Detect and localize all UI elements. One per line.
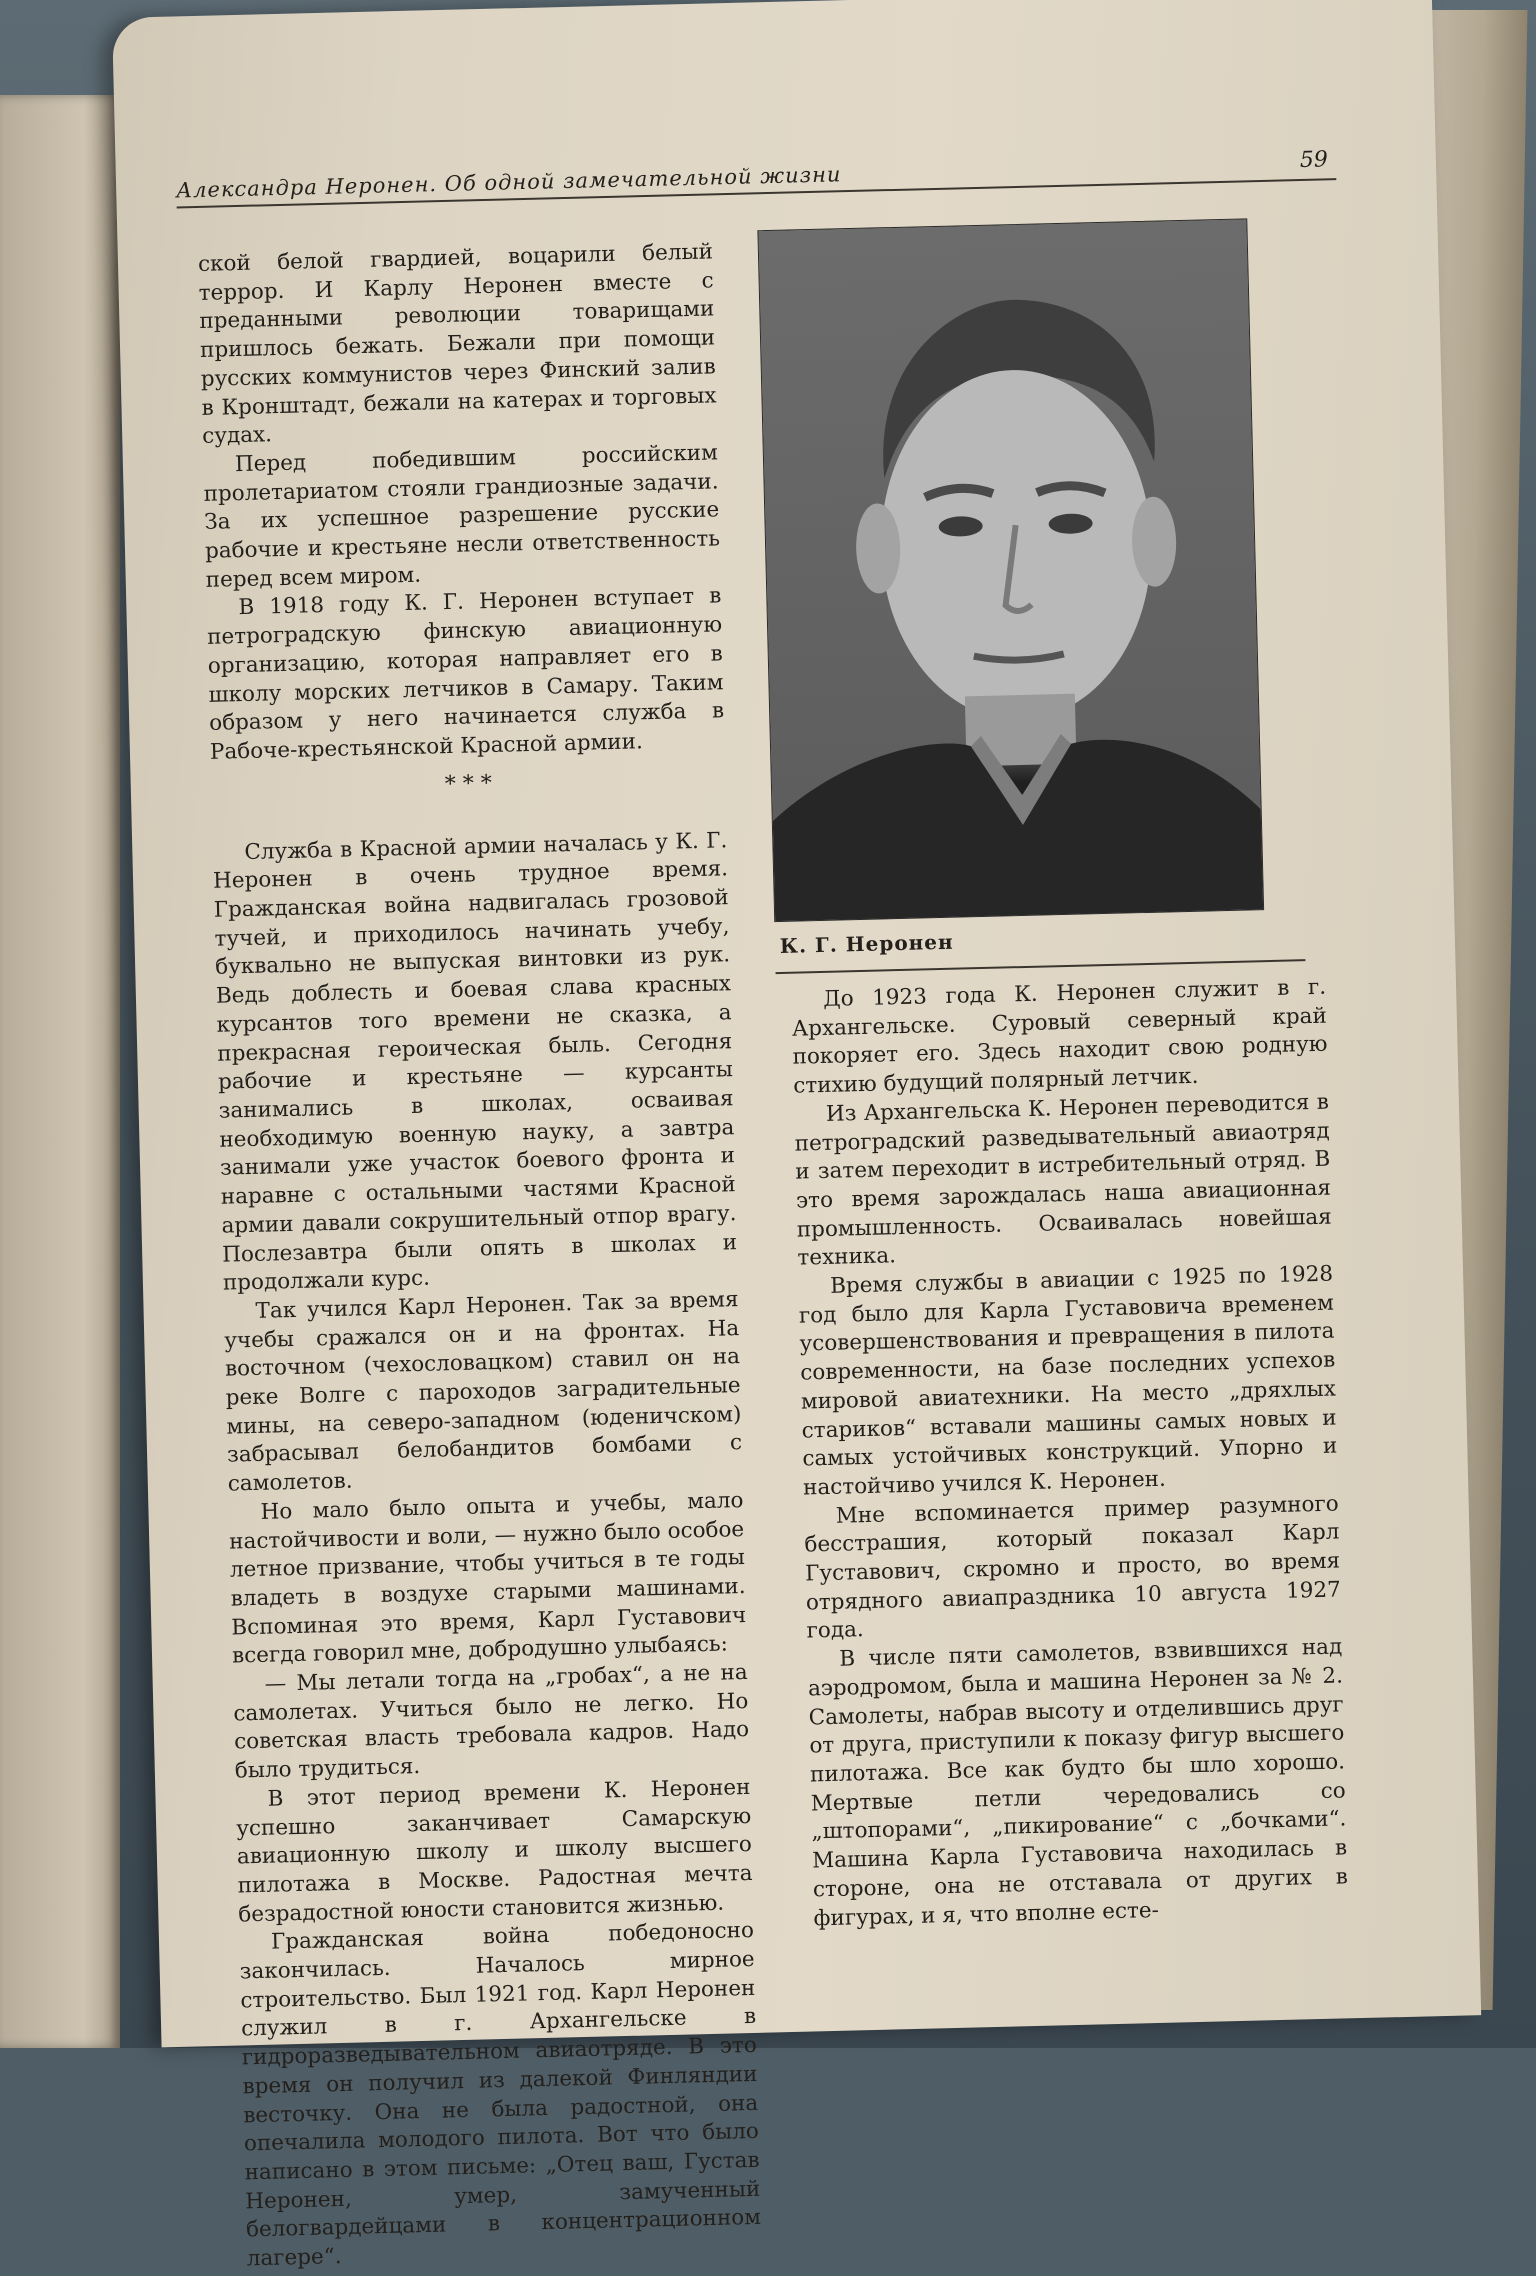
paragraph: Гражданская война победоносно закончилась. Началось мирное строительство. Был 1921 год. Карл Неронен служил в г. Архангельске в гидроразведывательном авиаотряде. В это время он получил из далекой Финляндии весточку. Она не была радостной, она опечалила молодого пилота. Вот что было написано в этом письме: „Отец ваш, Густав Неронен, умер, замученный белогвардейцами в концентрационном лагере“. bbox=[239, 1918, 762, 2272]
paragraph: Перед победившим российским пролетариатом стояли грандиозные задачи. За их успешное разрешение русские рабочие и крестьяне несли ответственность перед всем миром. bbox=[203, 440, 721, 593]
paragraph: — Мы летали тогда на „гробах“, а не на самолетах. Учиться было не легко. Но советская власть требовала кадров. Надо было трудиться. bbox=[233, 1660, 750, 1784]
running-title: Александра Неронен. Об одной замечательной жизни bbox=[175, 162, 842, 203]
left-column bbox=[198, 238, 762, 2274]
paragraph: ской белой гвардией, воцарили белый террор. И Карлу Неронен вместе с преданными революции товарищами пришлось бежать. Бежали при помощи русских коммунистов через Финский залив в Кронштадт, бежали на катерах и торговых судах. bbox=[197, 239, 717, 450]
section-separator: * * * bbox=[444, 770, 493, 797]
paragraph: В числе пяти самолетов, взвившихся над аэродромом, была и машина Неронен за № 2. Самолеты, набрав высоту и отделившись друг от друга, приступили к показу фигур высшего пилотажа. Все как будто бы шло хорошо. Мертвые петли чередовались со „штопорами“, „пикированиe“ с „бочками“. Машина Карла Густавовича находилась в стороне, она не отставала от других в фигурах, и я, что вполне есте- bbox=[807, 1634, 1349, 1931]
photo-caption: К. Г. Неронен bbox=[779, 929, 954, 958]
paragraph: Служба в Красной армии началась у К. Г. Неронен в очень трудное время. Гражданская война надвигалась грозовой тучей, и приходилось начинать учебу, буквально не выпуская винтовки из рук. Ведь доблесть и боевая слава красных курсантов того времени не сказка, а прекрасная героическая быль. Сегодня рабочие и крестьяне — курсанты занимались в школах, осваивая необходимую военную науку, а завтра занимали уже участок боевого фронта и наравне с остальными частями Красной армии давали сокрушительный отпор врагу. Послезавтра были опять в школах и продолжали курс. bbox=[212, 827, 738, 1296]
portrait-photo bbox=[757, 218, 1264, 922]
paragraph: В 1918 году К. Г. Неронен вступает в петроградскую финскую авиационную организацию, которая направляет его в школу морских летчиков в Самару. Таким образом у него начинается служба в Рабоче-крестьянской Красной армии. bbox=[206, 583, 725, 765]
paragraph: Но мало было опыта и учебы, мало настойчивости и воли, — нужно было особое летное призвание, чтобы учиться в те годы владеть в воздухе старыми машинами. Вспоминая это время, Карл Густавович всегда говорил мне, добродушно улыбаясь: bbox=[228, 1487, 747, 1669]
page-number: 59 bbox=[1299, 147, 1329, 174]
paragraph: Из Архангельска К. Неронен переводится в петроградский разведывательный авиаотряд и затем переходит в истребительный отряд. В это время зарождалась наша авиационная промышленность. Осваивалась новейшая техника. bbox=[794, 1089, 1332, 1271]
portrait-drawing bbox=[758, 219, 1263, 921]
paragraph: В этот период времени К. Неронен успешно заканчивает Самарскую авиационную школу и школу высшего пилотажа в Москве. Радостная мечта безрадостной юности становится жизнью. bbox=[235, 1774, 753, 1928]
paragraph: Время службы в авиации с 1925 по 1928 год было для Карла Густавовича временем усовершенствования и превращения в пилота современности, на базе последних успехов мировой авиатехники. На место „дряхлых стариков“ вставали машины самых новых и самых устойчивых конструкций. Упорно и настойчиво учился К. Неронен. bbox=[798, 1261, 1338, 1501]
paragraph: До 1923 года К. Неронен служит в г. Архангельске. Суровый северный край покоряет его. Здесь находит свою родную стихию будущий полярный летчик. bbox=[791, 974, 1328, 1099]
caption-divider bbox=[776, 959, 1306, 974]
running-header bbox=[176, 138, 1337, 208]
book-page bbox=[112, 0, 1481, 2272]
facing-page-edge bbox=[0, 95, 120, 2048]
paragraph: Мне вспоминается пример разумного бесстрашия, который показал Карл Густавович, скромно и просто, во время отрядного авиапраздника 10 августа 1927 года. bbox=[804, 1491, 1342, 1644]
right-column bbox=[791, 974, 1349, 1934]
paragraph: Так учился Карл Неронен. Так за время учебы сражался он и на фронтах. На восточном (чехословацком) ставил он на реке Волге с пароходов заградительные мины, на северо-западном (юденичском) забрасывал белобандитов бомбами с самолетов. bbox=[224, 1286, 743, 1497]
